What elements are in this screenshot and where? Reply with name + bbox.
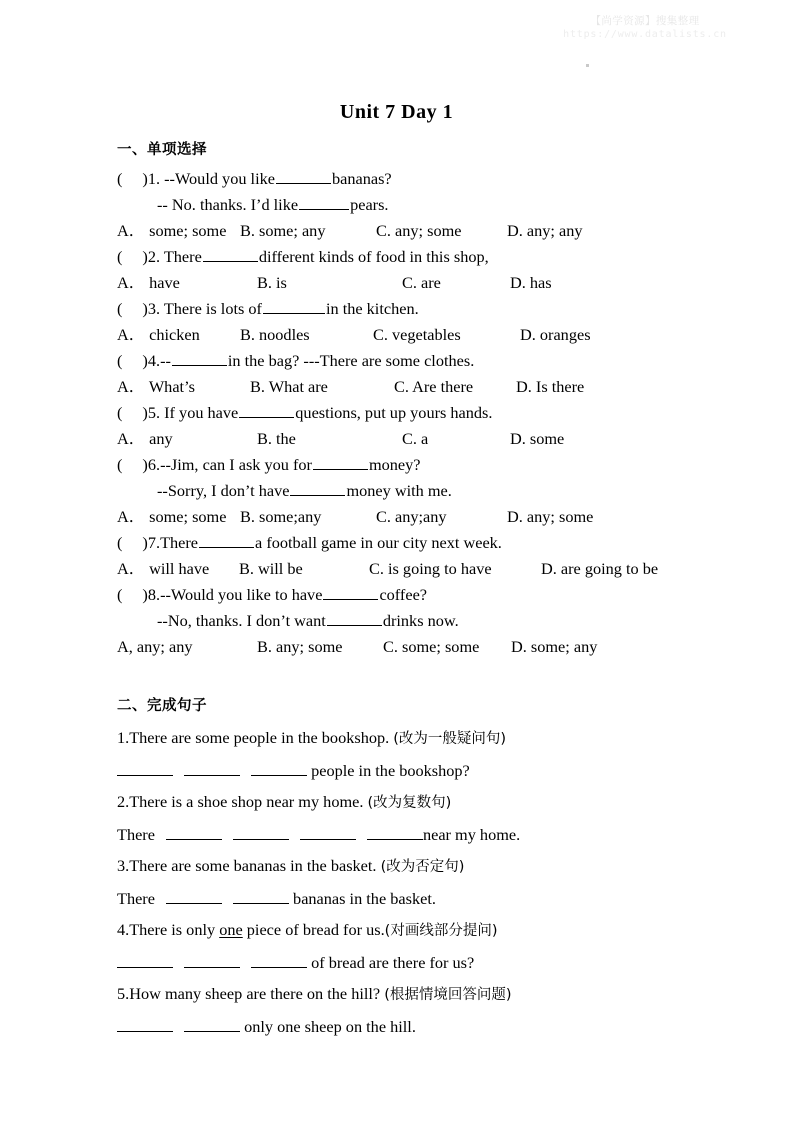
question-5-option-a[interactable]: A． any xyxy=(117,429,173,448)
question-5-blank-1[interactable] xyxy=(239,402,294,418)
question-4-blank-1[interactable] xyxy=(172,350,227,366)
question-3-text-pre: There is lots of xyxy=(163,299,262,318)
question-5-option-d[interactable]: D. some xyxy=(510,429,565,448)
question-6-blank-2[interactable] xyxy=(290,480,345,496)
question-3-option-b[interactable]: B. noodles xyxy=(240,325,310,344)
question-6-line-1 xyxy=(117,452,717,478)
question-7-option-c[interactable]: C. is going to have xyxy=(369,559,492,578)
sentence-item-4-number: 4. xyxy=(117,920,130,939)
sentence-item-3-number: 3. xyxy=(117,856,130,875)
sentence-item-2-blank-3[interactable] xyxy=(300,824,356,840)
sentence-item-5-blank-2[interactable] xyxy=(184,1016,240,1032)
question-6-line2-pre: --Sorry, I don’t have xyxy=(157,481,290,500)
sentence-item-5-english: How many sheep are there on the hill? xyxy=(129,984,381,1003)
question-5-option-b[interactable]: B. the xyxy=(257,429,296,448)
sentence-item-4-blank-3[interactable] xyxy=(251,952,307,968)
sentence-item-2-instruction: (改为复数句) xyxy=(367,795,452,811)
sentence-item-1-number: 1. xyxy=(117,728,130,747)
sentence-item-4-tail: of bread are there for us? xyxy=(311,953,475,972)
question-8-blank-1[interactable] xyxy=(323,584,378,600)
question-1-line2-pre: -- No. thanks. I’d like xyxy=(157,195,299,214)
question-6-option-b[interactable]: B. some;any xyxy=(240,507,322,526)
sentence-item-2-lead: There xyxy=(117,825,155,844)
question-8-line-1 xyxy=(117,582,717,608)
question-5-line-1 xyxy=(117,400,717,426)
watermark xyxy=(510,14,780,42)
question-1-line2-post: pears. xyxy=(350,195,389,214)
section-one-heading: 一、单项选择 xyxy=(117,142,207,158)
answer-paren-4[interactable]: ( )4. xyxy=(117,351,161,370)
sentence-item-2-english: There is a shoe shop near my home. xyxy=(129,792,364,811)
sentence-item-4-english-post: piece of bread for us. xyxy=(242,920,385,939)
question-7-option-d[interactable]: D. are going to be xyxy=(541,559,659,578)
watermark-url: https://www.datalists.cn xyxy=(563,29,727,41)
question-2-blank-1[interactable] xyxy=(203,246,258,262)
sentence-item-5-instruction: (根据情境回答问题) xyxy=(384,987,512,1003)
sentence-item-3-instruction: (改为否定句) xyxy=(380,859,465,875)
sentence-item-3-tail: bananas in the basket. xyxy=(293,889,436,908)
question-5-options xyxy=(117,426,717,452)
question-6-option-d[interactable]: D. any; some xyxy=(507,507,594,526)
question-7-option-a[interactable]: A． will have xyxy=(117,559,210,578)
question-6-text-post: money? xyxy=(368,455,421,474)
question-8-option-b[interactable]: B. any; some xyxy=(257,637,343,656)
question-2-option-c[interactable]: C. are xyxy=(402,273,441,292)
question-1-option-d[interactable]: D. any; any xyxy=(507,221,583,240)
question-6-line2-post: money with me. xyxy=(346,481,452,500)
question-7-blank-1[interactable] xyxy=(199,532,254,548)
answer-paren-8[interactable]: ( )8. xyxy=(117,585,161,604)
question-8-option-c[interactable]: C. some; some xyxy=(383,637,480,656)
page-title: Unit 7 Day 1 xyxy=(339,101,454,123)
worksheet-content xyxy=(117,138,717,1042)
question-8-option-a[interactable]: A, any; any xyxy=(117,637,193,656)
sentence-item-3-blank-1[interactable] xyxy=(166,888,222,904)
question-5-text-post: questions, put up yours hands. xyxy=(295,403,493,422)
question-2-option-d[interactable]: D. has xyxy=(510,273,552,292)
section-two xyxy=(117,694,717,1042)
sentence-item-3-lead: There xyxy=(117,889,155,908)
answer-paren-3[interactable]: ( )3. xyxy=(117,299,161,318)
answer-paren-5[interactable]: ( )5. xyxy=(117,403,161,422)
question-3-options xyxy=(117,322,717,348)
sentence-item-1-english: There are some people in the bookshop. xyxy=(129,728,390,747)
question-8-options xyxy=(117,634,717,660)
question-8-blank-2[interactable] xyxy=(327,610,382,626)
sentence-item-1-blank-3[interactable] xyxy=(251,760,307,776)
sentence-item-4-prompt xyxy=(117,914,717,947)
sentence-item-1-instruction: (改为一般疑问句) xyxy=(393,731,507,747)
question-2-option-b[interactable]: B. is xyxy=(257,273,287,292)
sentence-item-2-blank-1[interactable] xyxy=(166,824,222,840)
question-2-text-pre: There xyxy=(163,247,202,266)
sentence-item-2-answer xyxy=(117,819,717,850)
question-4-text-post: in the bag? ---There are some clothes. xyxy=(227,351,475,370)
sentence-item-5-answer xyxy=(117,1011,717,1042)
question-8-text-pre: --Would you like to have xyxy=(160,585,323,604)
question-3-option-a[interactable]: A． chicken xyxy=(117,325,200,344)
sentence-item-4-underlined-word: one xyxy=(219,920,243,939)
sentence-item-4-answer xyxy=(117,947,717,978)
question-6-text-pre: --Jim, can I ask you for xyxy=(160,455,312,474)
sentence-item-3-english: There are some bananas in the basket. xyxy=(129,856,377,875)
question-4-option-c[interactable]: C. Are there xyxy=(394,377,474,396)
answer-paren-7[interactable]: ( )7. xyxy=(117,533,161,552)
question-6-option-c[interactable]: C. any;any xyxy=(376,507,447,526)
answer-paren-2[interactable]: ( )2. xyxy=(117,247,161,266)
sentence-item-1-blank-1[interactable] xyxy=(117,760,173,776)
sentence-item-1-prompt xyxy=(117,722,717,755)
question-4-option-b[interactable]: B. What are xyxy=(250,377,328,396)
question-7-option-b[interactable]: B. will be xyxy=(239,559,303,578)
question-8-text-post: coffee? xyxy=(379,585,428,604)
question-1-option-b[interactable]: B. some; any xyxy=(240,221,326,240)
question-1-line-2 xyxy=(117,192,717,218)
sentence-item-4-instruction: (对画线部分提问) xyxy=(384,923,498,939)
question-1-text-pre: --Would you like xyxy=(164,169,275,188)
question-8-line2-post: drinks now. xyxy=(382,611,459,630)
sentence-item-4-english-pre: There is only xyxy=(129,920,220,939)
sentence-item-3-answer xyxy=(117,883,717,914)
sentence-item-4-blank-1[interactable] xyxy=(117,952,173,968)
question-5-option-c[interactable]: C. a xyxy=(402,429,429,448)
question-2-line-1 xyxy=(117,244,717,270)
question-5-text-pre: If you have xyxy=(164,403,239,422)
question-1-text-post: bananas? xyxy=(331,169,392,188)
sentence-item-5-blank-1[interactable] xyxy=(117,1016,173,1032)
sentence-item-2-blank-2[interactable] xyxy=(233,824,289,840)
section-two-heading: 二、完成句子 xyxy=(117,698,207,714)
watermark-source-label: 【尚学资源】搜集整理 xyxy=(590,15,700,27)
question-8-line2-pre: --No, thanks. I don’t want xyxy=(157,611,326,630)
question-7-line-1 xyxy=(117,530,717,556)
question-4-line-1 xyxy=(117,348,717,374)
question-7-text-pre: There xyxy=(160,533,199,552)
stray-dot-artifact xyxy=(586,64,589,67)
question-1-blank-1[interactable] xyxy=(276,168,331,184)
question-3-text-post: in the kitchen. xyxy=(325,299,419,318)
sentence-item-3-prompt xyxy=(117,850,717,883)
question-6-option-a[interactable]: A． some; some xyxy=(117,507,227,526)
sentence-item-5-tail: only one sheep on the hill. xyxy=(244,1017,416,1036)
sentence-item-2-prompt xyxy=(117,786,717,819)
question-1-blank-2[interactable] xyxy=(299,194,349,210)
question-7-options xyxy=(117,556,717,582)
question-6-options xyxy=(117,504,717,530)
question-6-line-2 xyxy=(117,478,717,504)
question-1-line-1 xyxy=(117,166,717,192)
question-7-text-post: a football game in our city next week. xyxy=(255,533,502,552)
sentence-item-1-tail: people in the bookshop? xyxy=(311,761,470,780)
question-4-options xyxy=(117,374,717,400)
question-2-options xyxy=(117,270,717,296)
sentence-item-5-prompt xyxy=(117,978,717,1011)
question-4-text-pre: -- xyxy=(160,351,171,370)
question-4-option-a[interactable]: A． What’s xyxy=(117,377,195,396)
question-1-option-a[interactable]: A． some; some xyxy=(117,221,227,240)
question-1-options xyxy=(117,218,717,244)
question-3-option-d[interactable]: D. oranges xyxy=(520,325,591,344)
question-1-option-c[interactable]: C. any; some xyxy=(376,221,462,240)
answer-paren-6[interactable]: ( )6. xyxy=(117,455,161,474)
sentence-item-2-blank-4[interactable] xyxy=(367,824,423,840)
question-2-option-a[interactable]: A． have xyxy=(117,273,180,292)
question-8-option-d[interactable]: D. some; any xyxy=(511,637,598,656)
sentence-item-1-answer xyxy=(117,755,717,786)
sentence-item-1-blank-2[interactable] xyxy=(184,760,240,776)
question-2-text-post: different kinds of food in this shop, xyxy=(258,247,489,266)
question-6-blank-1[interactable] xyxy=(313,454,368,470)
question-4-option-d[interactable]: D. Is there xyxy=(516,377,585,396)
sentence-item-4-blank-2[interactable] xyxy=(184,952,240,968)
question-8-line-2 xyxy=(117,608,717,634)
sentence-item-5-number: 5. xyxy=(117,984,130,1003)
sentence-item-3-blank-2[interactable] xyxy=(233,888,289,904)
question-3-option-c[interactable]: C. vegetables xyxy=(373,325,461,344)
sentence-item-2-tail: near my home. xyxy=(422,825,521,844)
question-3-line-1 xyxy=(117,296,717,322)
sentence-item-2-number: 2. xyxy=(117,792,130,811)
question-3-blank-1[interactable] xyxy=(263,298,325,314)
answer-paren-1[interactable]: ( )1. xyxy=(117,169,161,188)
